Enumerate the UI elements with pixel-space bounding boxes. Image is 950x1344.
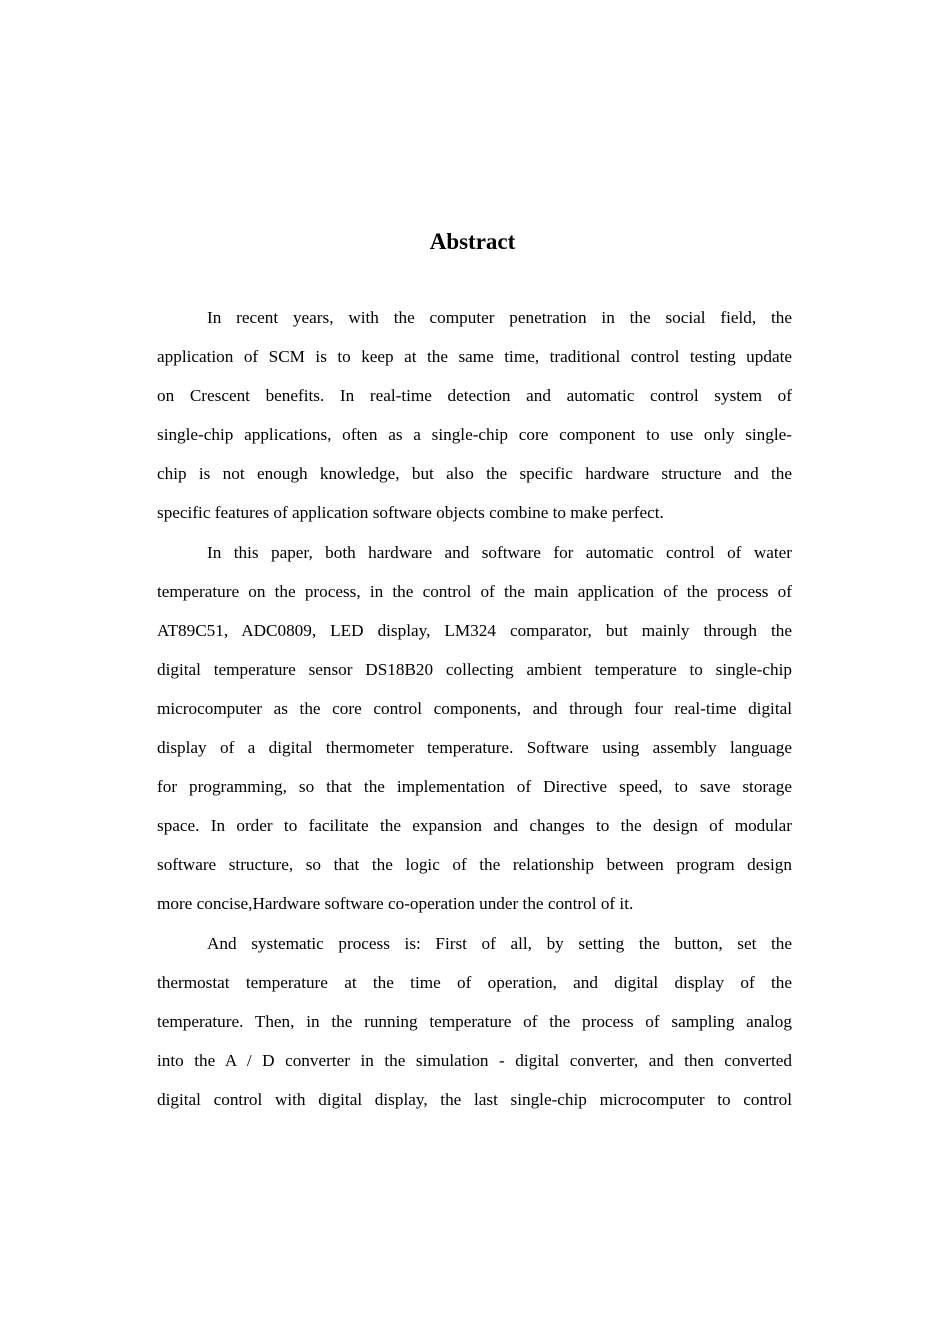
text-line: display of a digital thermometer temperature. Software using assembly language bbox=[157, 738, 792, 758]
text-line: specific features of application software objects combine to make perfect. bbox=[157, 503, 664, 523]
text-line: for programming, so that the implementation of Directive speed, to save storage bbox=[157, 777, 792, 797]
text-line: In this paper, both hardware and software for automatic control of water bbox=[207, 542, 792, 562]
page-title: Abstract bbox=[429, 229, 516, 254]
text-line: digital temperature sensor DS18B20 collecting ambient temperature to single-chip bbox=[157, 659, 792, 679]
text-line: temperature on the process, in the control of the main application of the process of bbox=[157, 581, 792, 601]
text-line: more concise,Hardware software co-operation under the control of it. bbox=[157, 894, 634, 914]
text-line: into the A / D converter in the simulation - digital converter, and then converted bbox=[157, 1050, 792, 1070]
abstract-body bbox=[157, 304, 792, 1125]
text-line: thermostat temperature at the time of operation, and digital display of the bbox=[157, 972, 792, 992]
text-line: application of SCM is to keep at the same time, traditional control testing update bbox=[157, 347, 792, 367]
text-line: temperature. Then, in the running temperature of the process of sampling analog bbox=[157, 1011, 792, 1031]
text-line: chip is not enough knowledge, but also the specific hardware structure and the bbox=[157, 464, 792, 484]
text-line: software structure, so that the logic of the relationship between program design bbox=[157, 855, 792, 875]
text-line: AT89C51, ADC0809, LED display, LM324 comparator, but mainly through the bbox=[157, 620, 792, 640]
text-line: single-chip applications, often as a single-chip core component to use only single- bbox=[157, 425, 792, 445]
text-line: on Crescent benefits. In real-time detection and automatic control system of bbox=[157, 386, 792, 406]
text-line: And systematic process is: First of all, by setting the button, set the bbox=[207, 933, 792, 953]
text-line: microcomputer as the core control components, and through four real-time digital bbox=[157, 698, 792, 718]
text-line: In recent years, with the computer penetration in the social field, the bbox=[207, 308, 792, 327]
text-line: digital control with digital display, the last single-chip microcomputer to control bbox=[157, 1089, 792, 1109]
text-line: space. In order to facilitate the expansion and changes to the design of modular bbox=[157, 816, 792, 836]
